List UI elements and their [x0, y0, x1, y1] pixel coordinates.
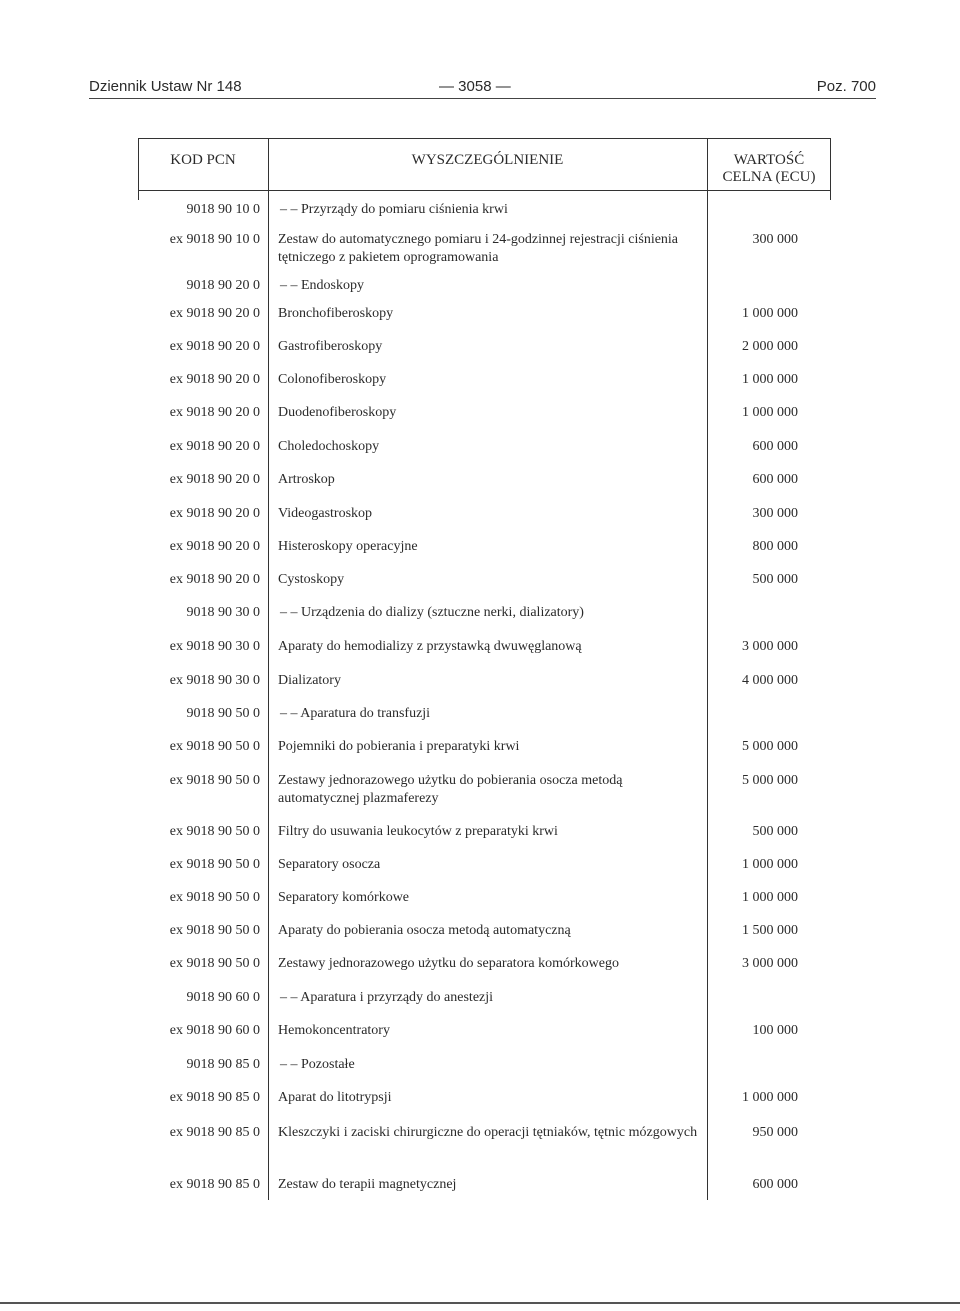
row-code: ex 9018 90 20 0: [169, 539, 260, 554]
row-description: – – Endoskopy: [280, 278, 364, 293]
page-number: — 3058 —: [439, 78, 511, 95]
column-divider-desc: [707, 138, 708, 1200]
row-description: Duodenofiberoskopy: [278, 405, 397, 420]
row-value: 600 000: [752, 472, 798, 487]
row-code: ex 9018 90 20 0: [169, 306, 260, 321]
row-description: – – Aparatura i przyrządy do anestezji: [280, 990, 494, 1005]
row-code: 9018 90 50 0: [186, 706, 260, 721]
column-header-value-line1: WARTOŚĆ: [733, 152, 805, 168]
row-value: 100 000: [752, 1023, 798, 1038]
row-code: ex 9018 90 50 0: [169, 890, 260, 905]
row-description: Hemokoncentratory: [278, 1023, 390, 1038]
row-description: Choledochoskopy: [278, 439, 380, 454]
row-code: ex 9018 90 10 0: [169, 232, 260, 247]
row-code: ex 9018 90 20 0: [169, 506, 260, 521]
row-description: Pojemniki do pobierania i preparatyki krwi: [278, 739, 520, 754]
row-value: 1 000 000: [742, 1090, 798, 1105]
row-description: Zestawy jednorazowego użytku do separatora komórkowego: [278, 956, 619, 971]
row-code: ex 9018 90 50 0: [169, 956, 260, 971]
row-value: 3 000 000: [742, 956, 798, 971]
header-rule: [89, 98, 876, 99]
row-code: ex 9018 90 50 0: [169, 824, 260, 839]
row-value: 500 000: [752, 824, 798, 839]
row-code: ex 9018 90 50 0: [169, 857, 260, 872]
row-code: ex 9018 90 85 0: [169, 1177, 260, 1192]
row-code: ex 9018 90 50 0: [169, 773, 260, 788]
page-header: [89, 78, 876, 100]
row-code: 9018 90 10 0: [186, 202, 260, 217]
column-header-value: [707, 152, 831, 186]
position-number: Poz. 700: [816, 78, 876, 95]
row-value: 1 000 000: [742, 306, 798, 321]
journal-title: Dziennik Ustaw Nr 148: [89, 78, 242, 95]
row-code: 9018 90 30 0: [186, 605, 260, 620]
row-description: Videogastroskop: [278, 506, 373, 521]
row-description: Kleszczyki i zaciski chirurgiczne do operacji tętniaków, tętnic mózgowych: [278, 1125, 698, 1140]
row-value: 5 000 000: [742, 773, 798, 788]
row-description: – – Aparatura do transfuzji: [280, 706, 431, 721]
row-value: 300 000: [752, 506, 798, 521]
row-code: ex 9018 90 50 0: [169, 923, 260, 938]
row-value: 1 000 000: [742, 405, 798, 420]
row-value: 1 000 000: [742, 372, 798, 387]
row-value: 4 000 000: [742, 673, 798, 688]
row-description: Aparaty do hemodializy z przystawką dwuwęglanową: [278, 639, 582, 654]
row-description: Bronchofiberoskopy: [278, 306, 394, 321]
row-description: Dializatory: [278, 673, 341, 688]
row-code: 9018 90 60 0: [186, 990, 260, 1005]
row-description: Zestaw do automatycznego pomiaru i 24-godzinnej rejestracji ciśnienia tętniczego z pakietem oprogramowania: [278, 232, 679, 265]
row-description: – – Pozostałe: [280, 1057, 355, 1072]
row-code: ex 9018 90 20 0: [169, 372, 260, 387]
row-code: ex 9018 90 50 0: [169, 739, 260, 754]
table-left-border: [138, 138, 139, 200]
row-description: Separatory osocza: [278, 857, 381, 872]
row-code: ex 9018 90 20 0: [169, 339, 260, 354]
row-code: ex 9018 90 85 0: [169, 1125, 260, 1140]
tariff-table: [138, 138, 831, 1200]
row-description: – – Przyrządy do pomiaru ciśnienia krwi: [280, 202, 508, 217]
row-description: Gastrofiberoskopy: [278, 339, 383, 354]
row-description: Filtry do usuwania leukocytów z preparatyki krwi: [278, 824, 558, 839]
column-divider-code: [268, 138, 269, 1200]
row-description: Artroskop: [278, 472, 335, 487]
table-top-border: [138, 138, 831, 139]
row-value: 2 000 000: [742, 339, 798, 354]
row-description: Aparat do litotrypsji: [278, 1090, 392, 1105]
table-header-border: [138, 190, 831, 191]
column-header-description: WYSZCZEGÓLNIENIE: [411, 152, 564, 168]
row-code: ex 9018 90 20 0: [169, 572, 260, 587]
column-header-value-line2: CELNA (ECU): [722, 169, 816, 185]
row-code: 9018 90 85 0: [186, 1057, 260, 1072]
row-description: Colonofiberoskopy: [278, 372, 387, 387]
row-value: 5 000 000: [742, 739, 798, 754]
row-description: Aparaty do pobierania osocza metodą automatyczną: [278, 923, 571, 938]
row-description: Zestawy jednorazowego użytku do pobierania osocza metodą automatycznej plazmaferezy: [278, 773, 623, 806]
row-description: Cystoskopy: [278, 572, 345, 587]
row-value: 300 000: [752, 232, 798, 247]
row-value: 800 000: [752, 539, 798, 554]
row-value: 3 000 000: [742, 639, 798, 654]
row-code: ex 9018 90 85 0: [169, 1090, 260, 1105]
row-description: Separatory komórkowe: [278, 890, 410, 905]
row-value: 950 000: [752, 1125, 798, 1140]
row-value: 1 500 000: [742, 923, 798, 938]
column-header-code: KOD PCN: [170, 152, 236, 168]
row-description: Histeroskopy operacyjne: [278, 539, 418, 554]
row-code: ex 9018 90 20 0: [169, 439, 260, 454]
row-value: 500 000: [752, 572, 798, 587]
row-code: ex 9018 90 30 0: [169, 639, 260, 654]
row-description: Zestaw do terapii magnetycznej: [278, 1177, 457, 1192]
row-code: 9018 90 20 0: [186, 278, 260, 293]
row-code: ex 9018 90 20 0: [169, 472, 260, 487]
row-value: 1 000 000: [742, 857, 798, 872]
page-bottom-rule: [0, 1302, 960, 1304]
row-value: 1 000 000: [742, 890, 798, 905]
row-code: ex 9018 90 30 0: [169, 673, 260, 688]
row-description: – – Urządzenia do dializy (sztuczne nerki, dializatory): [280, 605, 584, 620]
row-value: 600 000: [752, 439, 798, 454]
row-code: ex 9018 90 20 0: [169, 405, 260, 420]
row-code: ex 9018 90 60 0: [169, 1023, 260, 1038]
row-value: 600 000: [752, 1177, 798, 1192]
